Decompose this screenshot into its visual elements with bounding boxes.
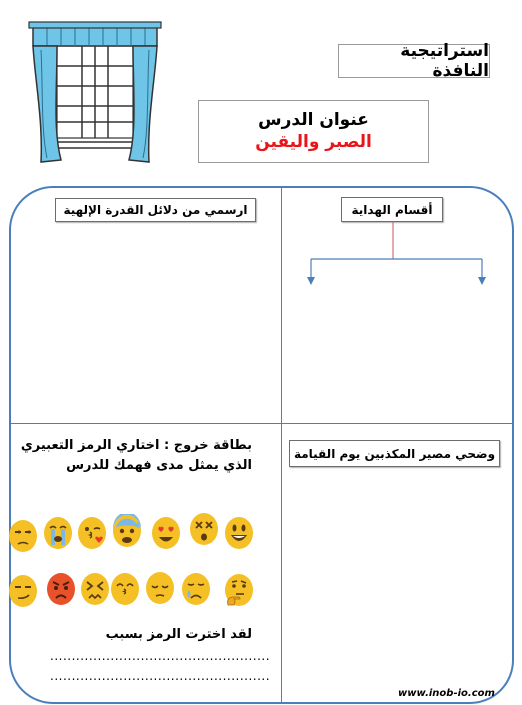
footer-website: www.inob-io.com (398, 688, 495, 699)
explain-fate-text: وضحي مصير المكذبين يوم القيامة (293, 446, 496, 461)
heart-eyes-face-icon (151, 516, 181, 550)
answer-line-1: ................................................... (50, 649, 271, 663)
crying-face-icon (181, 572, 211, 606)
draw-evidence-text: ارسمي من دلائل القدرة الإلهية (63, 203, 248, 217)
angry-face-icon (46, 572, 76, 606)
lesson-title-box (198, 100, 429, 163)
strategy-title: استراتيجية النافذة (400, 41, 489, 81)
loudly-crying-face-icon (43, 516, 73, 550)
answer-line-2: ................................................... (50, 669, 271, 683)
lesson-heading: عنوان الدرس (258, 110, 369, 131)
dizzy-face-icon (189, 512, 219, 546)
exit-card-line1: بطاقة خروج : اختاري الرمز التعبيري (20, 438, 252, 453)
smirking-face-icon (8, 574, 38, 608)
guidance-types-text: أقسام الهداية (351, 202, 433, 217)
grinning-face-icon (224, 516, 254, 550)
reason-prompt: لقد اخترت الرمز بسبب (105, 627, 252, 642)
confounded-face-icon (80, 572, 110, 606)
anxious-sweat-face-icon (112, 514, 142, 548)
window-illustration (27, 20, 163, 168)
draw-evidence-label (55, 198, 256, 222)
thinking-face-icon (224, 573, 254, 607)
unamused-face-icon (8, 519, 38, 553)
lesson-name: الصبر واليقين (255, 131, 372, 152)
branch-connector (300, 221, 500, 291)
kissing-smiling-eyes-icon (110, 572, 140, 606)
strategy-title-box (338, 41, 490, 81)
kissing-heart-face-icon (77, 516, 107, 550)
vertical-divider (281, 186, 282, 704)
exit-card-line2: الذي يمثل مدى فهمك للدرس (66, 458, 252, 473)
guidance-types-label (341, 197, 443, 222)
horizontal-divider (9, 423, 514, 424)
explain-fate-label (289, 440, 500, 467)
pensive-face-icon (145, 571, 175, 605)
